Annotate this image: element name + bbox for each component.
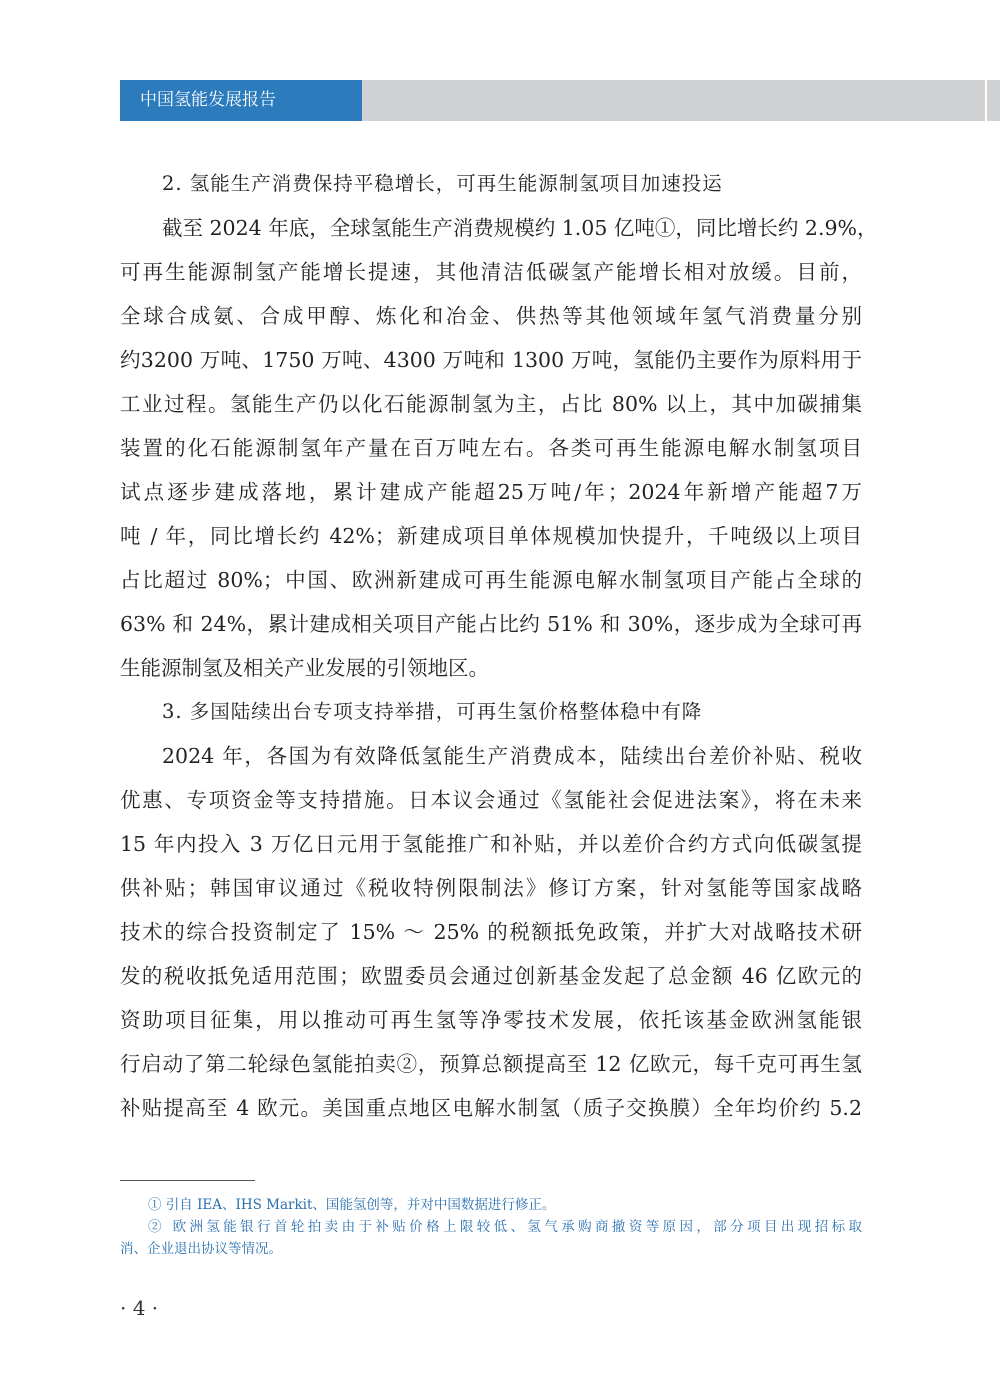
header-edge [987,80,1000,121]
text-line: 试点逐步建成落地，累计建成产能超25万吨/年；2024年新增产能超7万 [120,480,862,504]
text-line: 截至 2024 年底，全球氢能生产消费规模约 1.05 亿吨①，同比增长约 2.9%， [162,216,878,240]
text-line: 占比超过 80%；中国、欧洲新建成可再生能源电解水制氢项目产能占全球的 [120,568,862,592]
footnote: ① 引自 IEA、IHS Markit、国能氢创等，并对中国数据进行修正。 [148,1197,556,1213]
text-line: 15 年内投入 3 万亿日元用于氢能推广和补贴，并以差价合约方式向低碳氢提 [120,832,862,856]
text-line: 可再生能源制氢产能增长提速，其他清洁低碳氢产能增长相对放缓。目前， [120,260,862,284]
text-line: 资助项目征集，用以推动可再生氢等净零技术发展，依托该基金欧洲氢能银 [120,1008,862,1032]
text-line: 装置的化石能源制氢年产量在百万吨左右。各类可再生能源电解水制氢项目 [120,436,862,460]
footnote: 消、企业退出协议等情况。 [120,1241,282,1257]
section-heading: 3. 多国陆续出台专项支持举措，可再生氢价格整体稳中有降 [162,700,703,723]
text-line: 行启动了第二轮绿色氢能拍卖②，预算总额提高至 12 亿欧元，每千克可再生氢 [120,1052,862,1076]
text-line: 63% 和 24%，累计建成相关项目产能占比约 51% 和 30%，逐步成为全球可再 [120,612,862,636]
text-line: 供补贴；韩国审议通过《税收特例限制法》修订方案，针对氢能等国家战略 [120,876,862,900]
section-heading: 2. 氢能生产消费保持平稳增长，可再生能源制氢项目加速投运 [162,172,723,195]
text-line: 约3200 万吨、1750 万吨、4300 万吨和 1300 万吨，氢能仍主要作为原料用于 [120,348,862,372]
page-number: · 4 · [120,1296,159,1320]
text-line: 工业过程。氢能生产仍以化石能源制氢为主，占比 80% 以上，其中加碳捕集 [120,392,862,416]
paragraph [120,734,862,1130]
text-line: 优惠、专项资金等支持措施。日本议会通过《氢能社会促进法案》，将在未来 [120,788,862,812]
running-header-title: 中国氢能发展报告 [120,80,362,121]
footnote-rule [120,1180,255,1181]
paragraph [120,206,878,690]
text-line: 技术的综合投资制定了 15% ～ 25% 的税额抵免政策，并扩大对战略技术研 [120,920,862,944]
footnote: ② 欧洲氢能银行首轮拍卖由于补贴价格上限较低、氢气承购商撤资等原因，部分项目出现招标取 [148,1219,862,1235]
text-line: 生能源制氢及相关产业发展的引领地区。 [120,656,489,680]
text-line: 2024 年，各国为有效降低氢能生产消费成本，陆续出台差价补贴、税收 [162,744,862,768]
footnotes [120,1194,862,1260]
body-text [120,162,878,1130]
text-line: 发的税收抵免适用范围；欧盟委员会通过创新基金发起了总金额 46 亿欧元的 [120,964,862,988]
text-line: 吨 / 年，同比增长约 42%；新建成项目单体规模加快提升，千吨级以上项目 [120,524,862,548]
header-bar [362,80,985,121]
text-line: 补贴提高至 4 欧元。美国重点地区电解水制氢（质子交换膜）全年均价约 5.2 [120,1096,862,1120]
text-line: 全球合成氨、合成甲醇、炼化和冶金、供热等其他领域年氢气消费量分别 [120,304,862,328]
